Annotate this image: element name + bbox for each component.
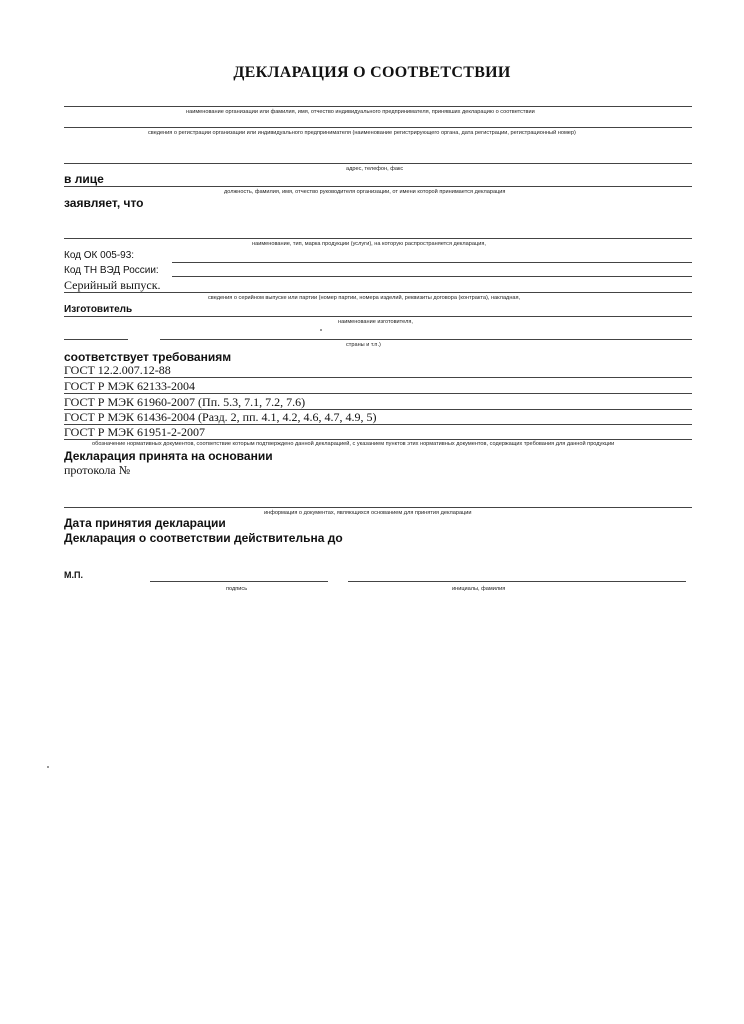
address-caption: адрес, телефон, факс [346, 166, 404, 172]
scan-speck [47, 766, 49, 768]
norms-caption: обозначение нормативных документов, соответствие которым подтверждено данной декларацией, с указанием пунктов этих нормативных документов, содержащих требования для данной продукции [92, 441, 615, 447]
in-person-label: в лице [64, 172, 104, 186]
country-line-right [160, 339, 692, 340]
serial-release-text: Серийный выпуск. [64, 278, 161, 292]
registration-line [64, 127, 692, 128]
accept-date-label: Дата принятия декларации [64, 516, 226, 530]
registration-caption: сведения о регистрации организации или индивидуального предпринимателя (наименование регистрирующего органа, дата регистрации, регистрационный номер) [148, 130, 576, 136]
standard-line [64, 377, 692, 378]
declares-label: заявляет, что [64, 196, 144, 210]
country-line-left [64, 339, 128, 340]
manufacturer-label: Изготовитель [64, 304, 133, 315]
ok-code-line [172, 262, 692, 263]
manufacturer-caption: наименование изготовителя, [338, 319, 413, 325]
basis-label: Декларация принята на основании [64, 449, 273, 463]
initials-line [348, 581, 686, 582]
tnved-code-label: Код ТН ВЭД России: [64, 265, 159, 276]
address-line [64, 163, 692, 164]
initials-caption: инициалы, фамилия [452, 586, 506, 592]
complies-label: соответствует требованиям [64, 350, 232, 364]
standard-line [64, 393, 692, 394]
protocol-text: протокола № [64, 463, 131, 477]
valid-until-label: Декларация о соответствии действительна до [64, 531, 343, 545]
org-name-caption: наименование организации или фамилия, имя, отчество индивидуального предпринимателя, принявших декларацию о соответствии [186, 109, 535, 115]
position-caption: должность, фамилия, имя, отчество руководителя организации, от имени которой принимается декларация [224, 189, 506, 195]
tnved-code-line [172, 276, 692, 277]
signature-caption: подпись [226, 586, 248, 592]
scan-speck [320, 329, 322, 331]
basis-line [64, 507, 692, 508]
document-title: ДЕКЛАРАЦИЯ О СООТВЕТСТВИИ [233, 64, 511, 81]
product-line [64, 238, 692, 239]
standard-item: ГОСТ Р МЭК 61436-2004 (Разд. 2, пп. 4.1, 4.2, 4.6, 4.7, 4.9, 5) [64, 410, 377, 424]
position-line [64, 186, 692, 187]
standard-item: ГОСТ 12.2.007.12-88 [64, 363, 171, 377]
basis-caption: информация о документах, являющихся основанием для принятия декларации [264, 510, 472, 516]
product-caption: наименование, тип, марка продукции (услуги), на которую распространяется декларация, [252, 241, 486, 247]
signature-line [150, 581, 328, 582]
standard-item: ГОСТ Р МЭК 61960-2007 (Пп. 5.3, 7.1, 7.2, 7.6) [64, 395, 306, 409]
standard-item: ГОСТ Р МЭК 61951-2-2007 [64, 425, 206, 439]
standard-line [64, 439, 692, 440]
standard-item: ГОСТ Р МЭК 62133-2004 [64, 379, 196, 393]
manufacturer-line [64, 316, 692, 317]
ok-code-label: Код ОК 005-93: [64, 250, 135, 261]
country-caption: страны и т.п.) [346, 342, 381, 348]
stamp-label: М.П. [64, 570, 83, 580]
serial-caption: сведения о серийном выпуске или партии (номер партии, номера изделий, реквизиты договора (контракта), накладная, [208, 295, 521, 301]
serial-line [64, 292, 692, 293]
org-name-line [64, 106, 692, 107]
